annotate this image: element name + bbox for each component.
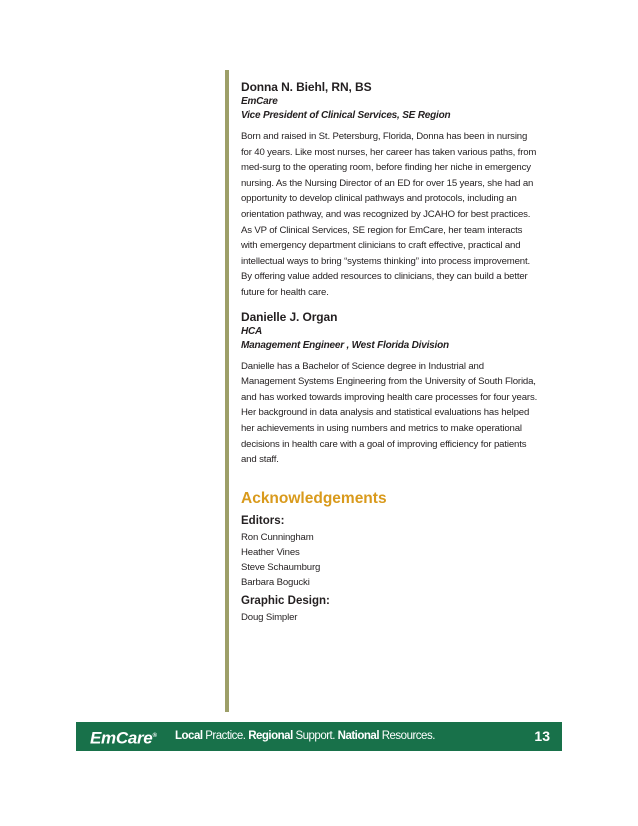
bio-line: for 40 years. Like most nurses, her career has taken various paths, from [241, 146, 537, 158]
tagline [175, 729, 435, 744]
bio-line: with emergency department clinicians to craft effective, practical and [241, 240, 521, 252]
bio-line: med-surg to the operating room, before finding her niche in emergency [241, 162, 531, 174]
person-role: Management Engineer , West Florida Division [241, 339, 449, 351]
footer-bar [76, 722, 562, 751]
page-number: 13 [534, 728, 550, 744]
bio-line: Management Systems Engineering from the University of South Florida, [241, 376, 536, 388]
person-biehl [241, 80, 571, 301]
logo-text: EmCare [90, 728, 153, 748]
bio-line: her achievements in using numbers and metrics to make operational [241, 422, 522, 434]
bio-line: orientation pathway, and was recognized by JCAHO for best practices. [241, 208, 531, 220]
editors-label: Editors: [241, 514, 285, 527]
bio-line: Danielle has a Bachelor of Science degree in Industrial and [241, 360, 484, 372]
list-item: Ron Cunningham [241, 531, 314, 543]
list-item: Heather Vines [241, 546, 300, 558]
person-name: Danielle J. Organ [241, 309, 338, 324]
person-name: Donna N. Biehl, RN, BS [241, 80, 372, 94]
bio-line: Born and raised in St. Petersburg, Florida, Donna has been in nursing [241, 131, 528, 142]
bio-line: intellectual ways to bring “systems thinking” into process improvement. [241, 255, 531, 267]
list-item: Barbara Bogucki [241, 576, 310, 588]
main-content [241, 80, 571, 625]
tagline-resources: Resources. [381, 730, 435, 742]
bio-line: nursing. As the Nursing Director of an ED for over 15 years, she had an [241, 177, 534, 189]
person-bio [241, 359, 571, 468]
bio-line: As VP of Clinical Services, SE region for EmCare, her team interacts [241, 224, 523, 236]
tagline-practice: Practice. [205, 730, 246, 742]
tagline-regional: Regional [248, 730, 293, 742]
acknowledgements-heading: Acknowledgements [241, 489, 387, 507]
bio-line: By offering value added resources to clinicians, they can build a better [241, 271, 528, 283]
person-organ [241, 310, 571, 468]
tagline-national: National [337, 730, 380, 742]
designers-list [241, 610, 571, 625]
bio-line: and staff. [241, 454, 279, 466]
emcare-logo [90, 725, 157, 750]
list-item: Doug Simpler [241, 611, 298, 623]
person-role: Vice President of Clinical Services, SE Region [241, 110, 451, 121]
registered-mark: ® [152, 733, 157, 739]
bio-line: opportunity to develop clinical pathways and protocols, including an [241, 193, 517, 205]
bio-line: decisions in health care with a goal of improving efficiency for patients [241, 438, 527, 450]
person-organization: HCA [241, 325, 263, 337]
bio-line: future for health care. [241, 286, 329, 298]
editors-list [241, 530, 571, 590]
tagline-local: Local [175, 730, 203, 742]
person-bio [241, 129, 571, 301]
list-item: Steve Schaumburg [241, 561, 321, 573]
bio-line: Her background in data analysis and statistical evaluations has helped [241, 407, 530, 419]
person-organization: EmCare [241, 96, 278, 107]
tagline-support: Support. [295, 730, 335, 742]
bio-line: and has worked towards improving health care processes for four years. [241, 391, 538, 403]
graphic-design-label: Graphic Design: [241, 594, 330, 607]
vertical-accent-rule [225, 70, 229, 712]
